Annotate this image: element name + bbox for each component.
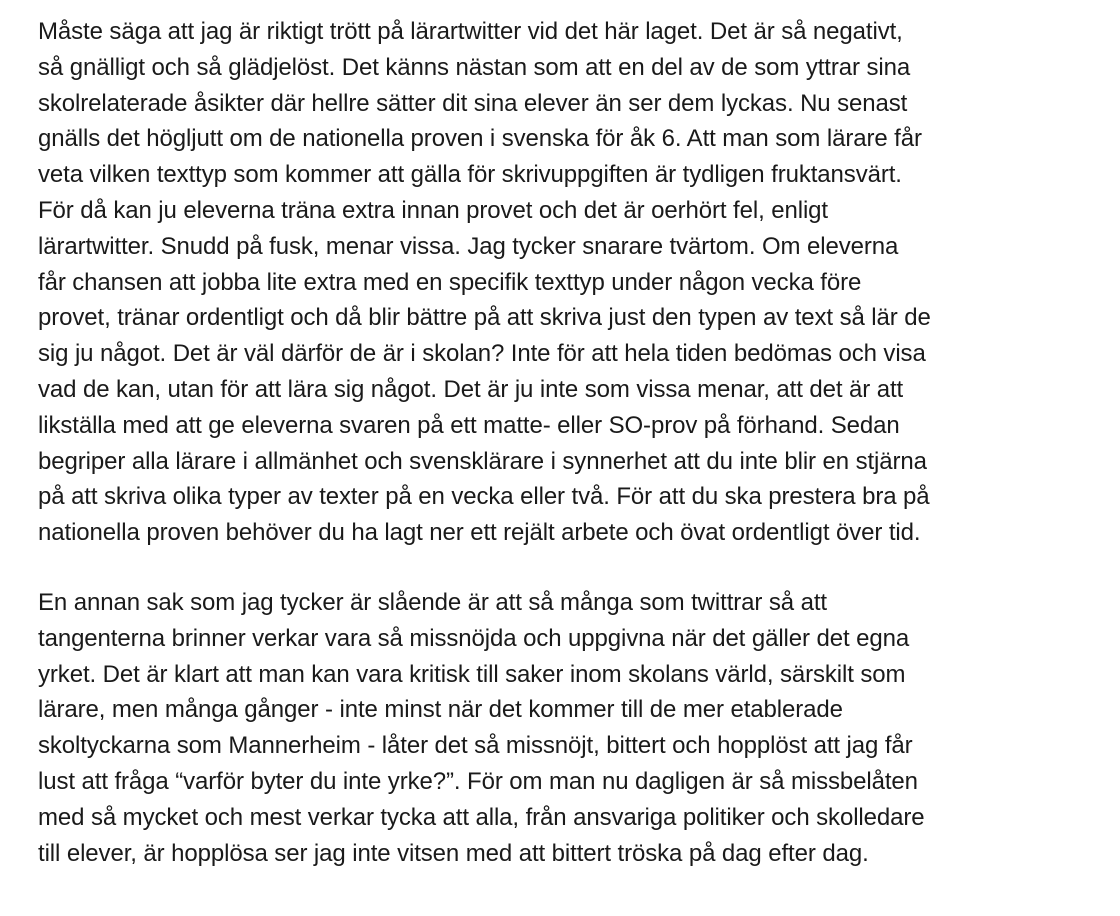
text-line: lärartwitter. Snudd på fusk, menar vissa. Jag tycker snarare tvärtom. Om eleverna xyxy=(38,232,899,260)
text-line: yrket. Det är klart att man kan vara kritisk till saker inom skolans värld, särskilt som xyxy=(38,660,906,688)
text-line: skolrelaterade åsikter där hellre sätter dit sina elever än ser dem lyckas. Nu senast xyxy=(38,89,908,117)
text-line: begriper alla lärare i allmänhet och svensklärare i synnerhet att du inte blir en stjärna xyxy=(38,447,927,475)
text-line: En annan sak som jag tycker är slående är att så många som twittrar så att xyxy=(38,588,827,616)
text-line: får chansen att jobba lite extra med en specifik texttyp under någon vecka före xyxy=(38,268,862,296)
text-line: provet, tränar ordentligt och då blir bättre på att skriva just den typen av text så lär de xyxy=(38,304,931,332)
text-line: vad de kan, utan för att lära sig något. Det är ju inte som vissa menar, att det är att xyxy=(38,375,904,403)
text-line: till elever, är hopplösa ser jag inte vitsen med att bittert tröska på dag efter dag. xyxy=(38,839,869,867)
text-line: nationella proven behöver du ha lagt ner ett rejält arbete och övat ordentligt över tid. xyxy=(38,519,921,547)
text-line: För då kan ju eleverna träna extra innan provet och det är oerhört fel, enligt xyxy=(38,196,829,224)
paragraph xyxy=(38,585,1078,871)
text-line: med så mycket och mest verkar tycka att alla, från ansvariga politiker och skolledare xyxy=(38,803,925,831)
text-line: tangenterna brinner verkar vara så missnöjda och uppgivna när det gäller det egna xyxy=(38,624,910,652)
paragraph xyxy=(38,14,1078,551)
text-line: gnälls det högljutt om de nationella proven i svenska för åk 6. Att man som lärare får xyxy=(38,125,922,153)
text-line: skoltyckarna som Mannerheim - låter det så missnöjt, bittert och hopplöst att jag får xyxy=(38,732,913,760)
text-line: lärare, men många gånger - inte minst när det kommer till de mer etablerade xyxy=(38,696,843,724)
text-line: Måste säga att jag är riktigt trött på lärartwitter vid det här laget. Det är så negativt, xyxy=(38,18,903,45)
document-body xyxy=(38,14,1078,871)
text-line: veta vilken texttyp som kommer att gälla för skrivuppgiften är tydligen fruktansvärt. xyxy=(38,161,902,189)
text-line: på att skriva olika typer av texter på en vecka eller två. För att du ska prestera bra på xyxy=(38,483,930,511)
text-line: sig ju något. Det är väl därför de är i skolan? Inte för att hela tiden bedömas och visa xyxy=(38,340,926,368)
text-line: så gnälligt och så glädjelöst. Det känns nästan som att en del av de som yttrar sina xyxy=(38,53,911,81)
text-line: lust att fråga “varför byter du inte yrke?”. För om man nu dagligen är så missbelåten xyxy=(38,767,918,795)
text-line: likställa med att ge eleverna svaren på ett matte- eller SO-prov på förhand. Sedan xyxy=(38,411,900,439)
